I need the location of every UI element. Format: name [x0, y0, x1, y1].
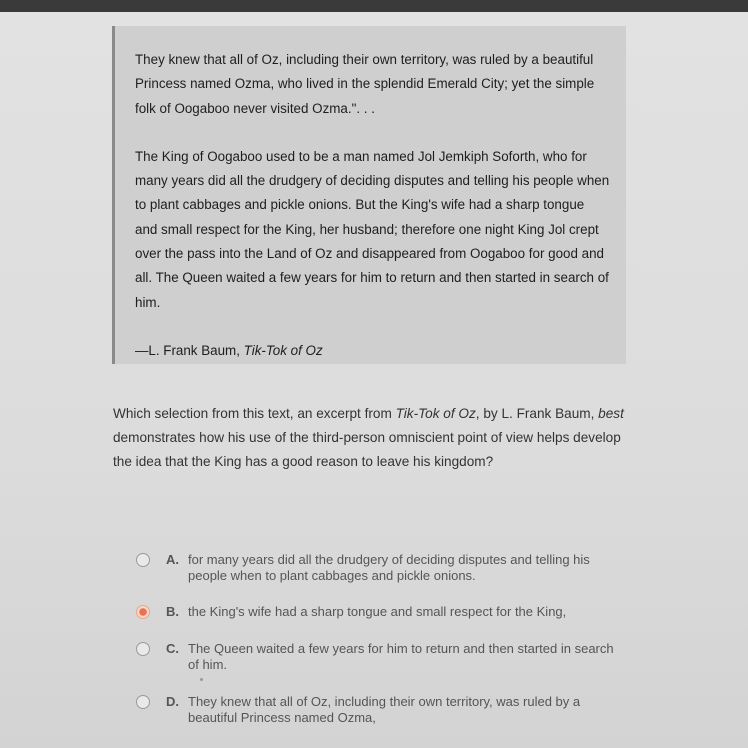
passage-paragraph-1: They knew that all of Oz, including their own territory, was ruled by a beautiful Princess named Ozma, who lived in the splendid Emerald City; yet the simple folk of Oogaboo never visited Ozma.". . . — [135, 52, 595, 116]
dust-mark — [200, 678, 203, 681]
passage-excerpt — [112, 26, 626, 364]
radio-option-b[interactable] — [136, 605, 150, 619]
option-b[interactable] — [136, 604, 626, 620]
option-d[interactable] — [136, 694, 626, 726]
passage-attribution — [135, 339, 610, 363]
option-a-text: for many years did all the drudgery of deciding disputes and telling his people when to plant cabbages and pickle onions. — [188, 552, 590, 583]
question-emphasis: best — [598, 406, 624, 421]
question-text-3: demonstrates how his use of the third-person omniscient point of view helps develop the idea that the King has a good reason to leave his kingdom? — [113, 430, 621, 469]
option-c-letter: C. — [166, 641, 179, 656]
option-b-text: the King's wife had a sharp tongue and small respect for the King, — [188, 604, 567, 619]
option-b-letter: B. — [166, 604, 179, 619]
radio-option-c[interactable] — [136, 642, 150, 656]
top-bar — [0, 0, 748, 12]
option-a[interactable] — [136, 552, 626, 584]
attribution-author: —L. Frank Baum, — [135, 342, 244, 358]
option-c-text: The Queen waited a few years for him to return and then started in search of him. — [188, 641, 614, 672]
question-page — [0, 12, 748, 748]
question-title: Tik-Tok of Oz — [395, 406, 476, 421]
option-d-letter: D. — [166, 694, 179, 709]
attribution-title: Tik-Tok of Oz — [243, 342, 323, 358]
option-a-letter: A. — [166, 552, 179, 567]
question-text-1: Which selection from this text, an excerpt from — [113, 406, 396, 421]
radio-option-d[interactable] — [136, 695, 150, 709]
option-c[interactable] — [136, 641, 626, 673]
question-text-2: , by L. Frank Baum, — [475, 406, 599, 421]
question-prompt — [113, 402, 633, 474]
radio-option-a[interactable] — [136, 553, 150, 567]
passage-paragraph-2: The King of Oogaboo used to be a man named Jol Jemkiph Soforth, who for many years did all the drudgery of deciding disputes and telling his people when to plant cabbages and pickle onions. But the King's wife had a sharp tongue and small respect for the King, her husband; therefore one night King Jol crept over the pass into the Land of Oz and disappeared from Oogaboo for good and all. The Queen waited a few years for him to return and then started in search of him. — [135, 148, 610, 310]
option-d-text: They knew that all of Oz, including their own territory, was ruled by a beautiful Princess named Ozma, — [188, 694, 581, 725]
